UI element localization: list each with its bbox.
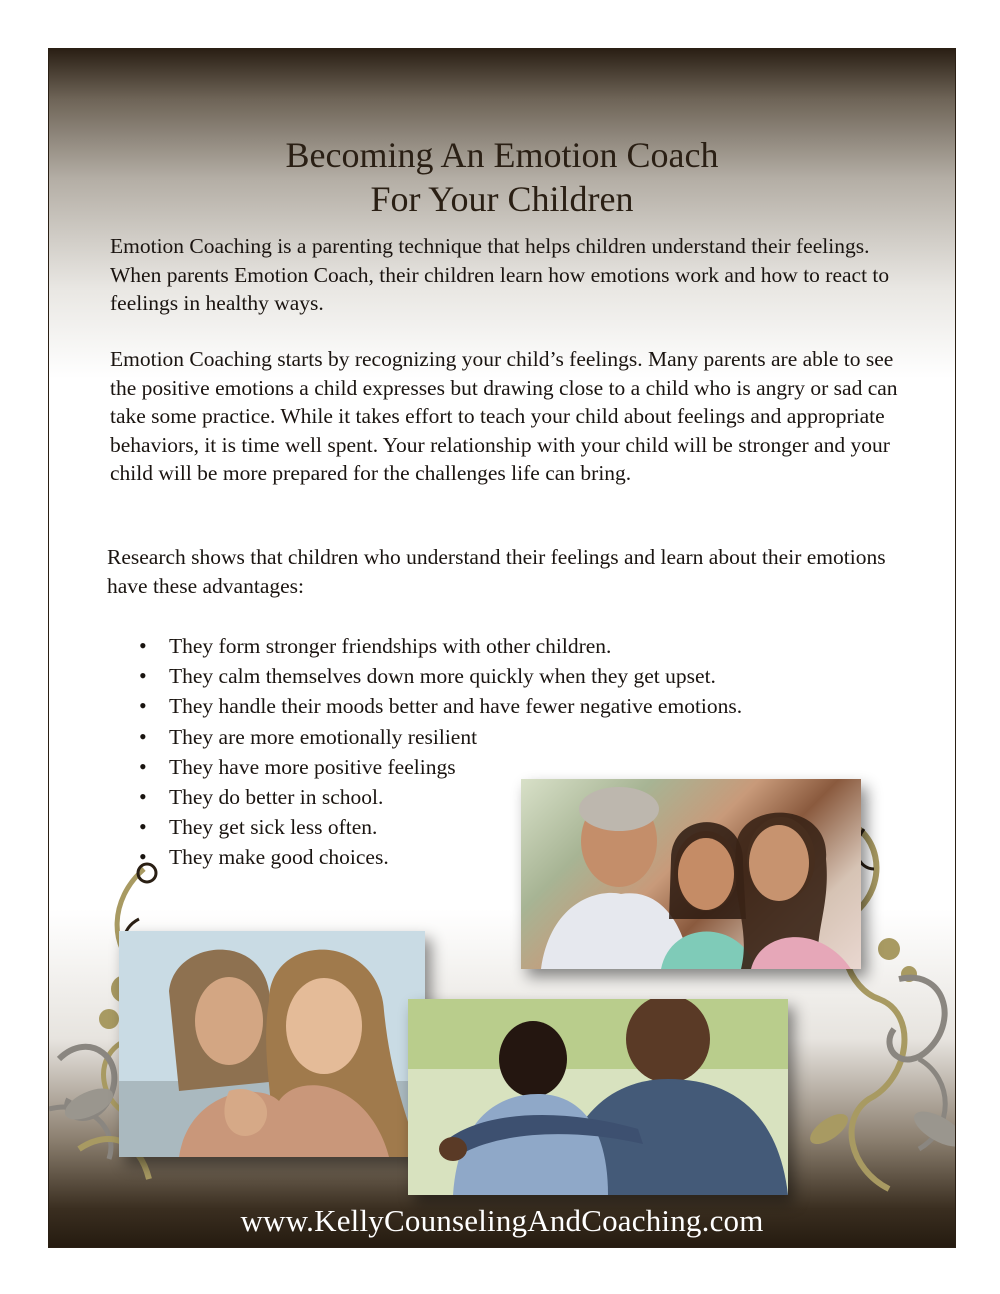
- intro-paragraph: Emotion Coaching is a parenting technique that helps children understand their feelings. When parents Emotion Coach, their children learn how emotions work and how to react to feelings in healthy ways.: [110, 234, 890, 315]
- family-photo: [521, 779, 861, 969]
- title-line-2: For Your Children: [370, 179, 634, 219]
- website-url: www.KellyCounselingAndCoaching.com: [240, 1203, 764, 1238]
- page-title: [49, 133, 955, 221]
- list-item: • They have more positive feelings: [139, 752, 742, 782]
- research-paragraph: Research shows that children who understand their feelings and learn about their emotions have these advantages:: [107, 545, 886, 598]
- list-item: • They do better in school.: [139, 782, 742, 812]
- father-son-photo-image: [408, 999, 788, 1195]
- title-line-1: Becoming An Emotion Coach: [285, 135, 719, 175]
- family-photo-image: [521, 779, 861, 969]
- list-item: • They get sick less often.: [139, 812, 742, 842]
- mother-daughter-photo: [119, 931, 425, 1157]
- list-item: • They calm themselves down more quickly when they get upset.: [139, 661, 742, 691]
- list-item: • They form stronger friendships with other children.: [139, 631, 742, 661]
- list-item: • They handle their moods better and have fewer negative emotions.: [139, 691, 742, 721]
- father-son-photo: [408, 999, 788, 1195]
- list-item: • They make good choices.: [139, 842, 742, 872]
- recognizing-paragraph: Emotion Coaching starts by recognizing your child’s feelings. Many parents are able to see the positive emotions a child expresses but drawing close to a child who is angry or sad can take some practice. While it takes effort to teach your child about feelings and appropriate behaviors, it is time well spent. Your relationship with your child will be stronger and your child will be more prepared for the challenges life can bring.: [110, 347, 898, 485]
- page-frame: [48, 48, 956, 1248]
- list-item: • They are more emotionally resilient: [139, 722, 742, 752]
- mother-daughter-photo-image: [119, 931, 425, 1157]
